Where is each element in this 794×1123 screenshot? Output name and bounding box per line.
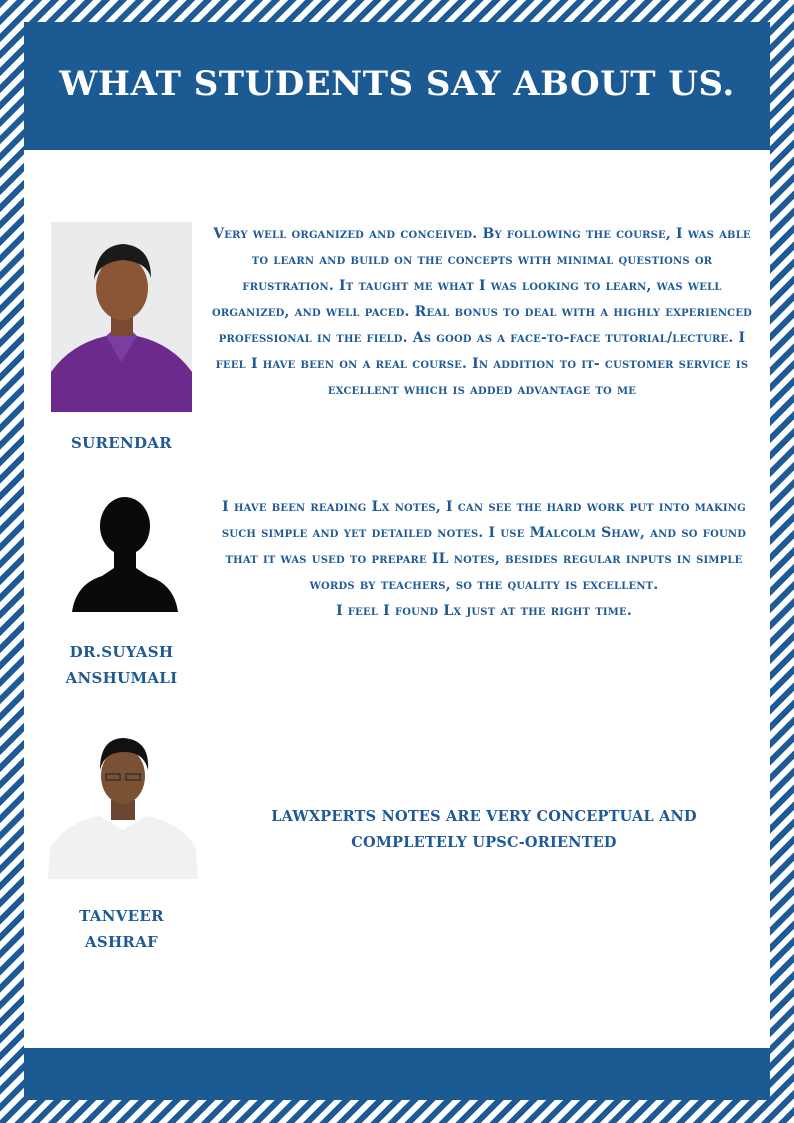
page-title: WHAT STUDENTS SAY ABOUT US. — [59, 64, 735, 104]
student-name-surendar: SURENDAR — [70, 434, 173, 452]
student-photo-surendar — [51, 222, 192, 412]
footer-banner — [24, 1048, 770, 1100]
student-name-suyash — [51, 639, 192, 691]
student-name-line2: ASHRAF — [84, 933, 159, 951]
silhouette-avatar-icon — [70, 496, 180, 614]
testimonial-quote-body: I have been reading Lx notes, I can see the hard work put into making such simple and yet detailed notes. I use Malcolm Shaw, and so found that it was used to prepare IL notes, besides regular inputs in simple words by teachers, so the quality is excellent. — [221, 499, 747, 593]
testimonial-quote-tanveer: LAWXPERTS NOTES ARE VERY CONCEPTUAL AND COMPLETELY UPSC-ORIENTED — [271, 808, 697, 851]
student-name-line1: TANVEER — [79, 907, 164, 925]
header-banner — [24, 22, 770, 150]
student-name-line1: DR.SUYASH — [69, 643, 174, 661]
student-name-tanveer — [51, 903, 192, 955]
student-photo-tanveer — [48, 730, 198, 879]
testimonial-quote-closing: I feel I found Lx just at the right time. — [336, 603, 632, 619]
student-name-line2: ANSHUMALI — [65, 669, 178, 687]
testimonial-quote-suyash — [206, 494, 762, 624]
testimonial-quote-surendar: Very well organized and conceived. By following the course, I was able to learn and build on the concepts with minimal questions or frustration. It taught me what I was looking to learn, was well organized, and well paced. Real bonus to deal with a highly experienced professional in the field. As good as a face-to-face tutorial/lecture. I feel I have been on a real course. In addition to it- customer service is excellent which is added advantage to me — [211, 226, 753, 398]
page-card — [24, 22, 770, 1100]
